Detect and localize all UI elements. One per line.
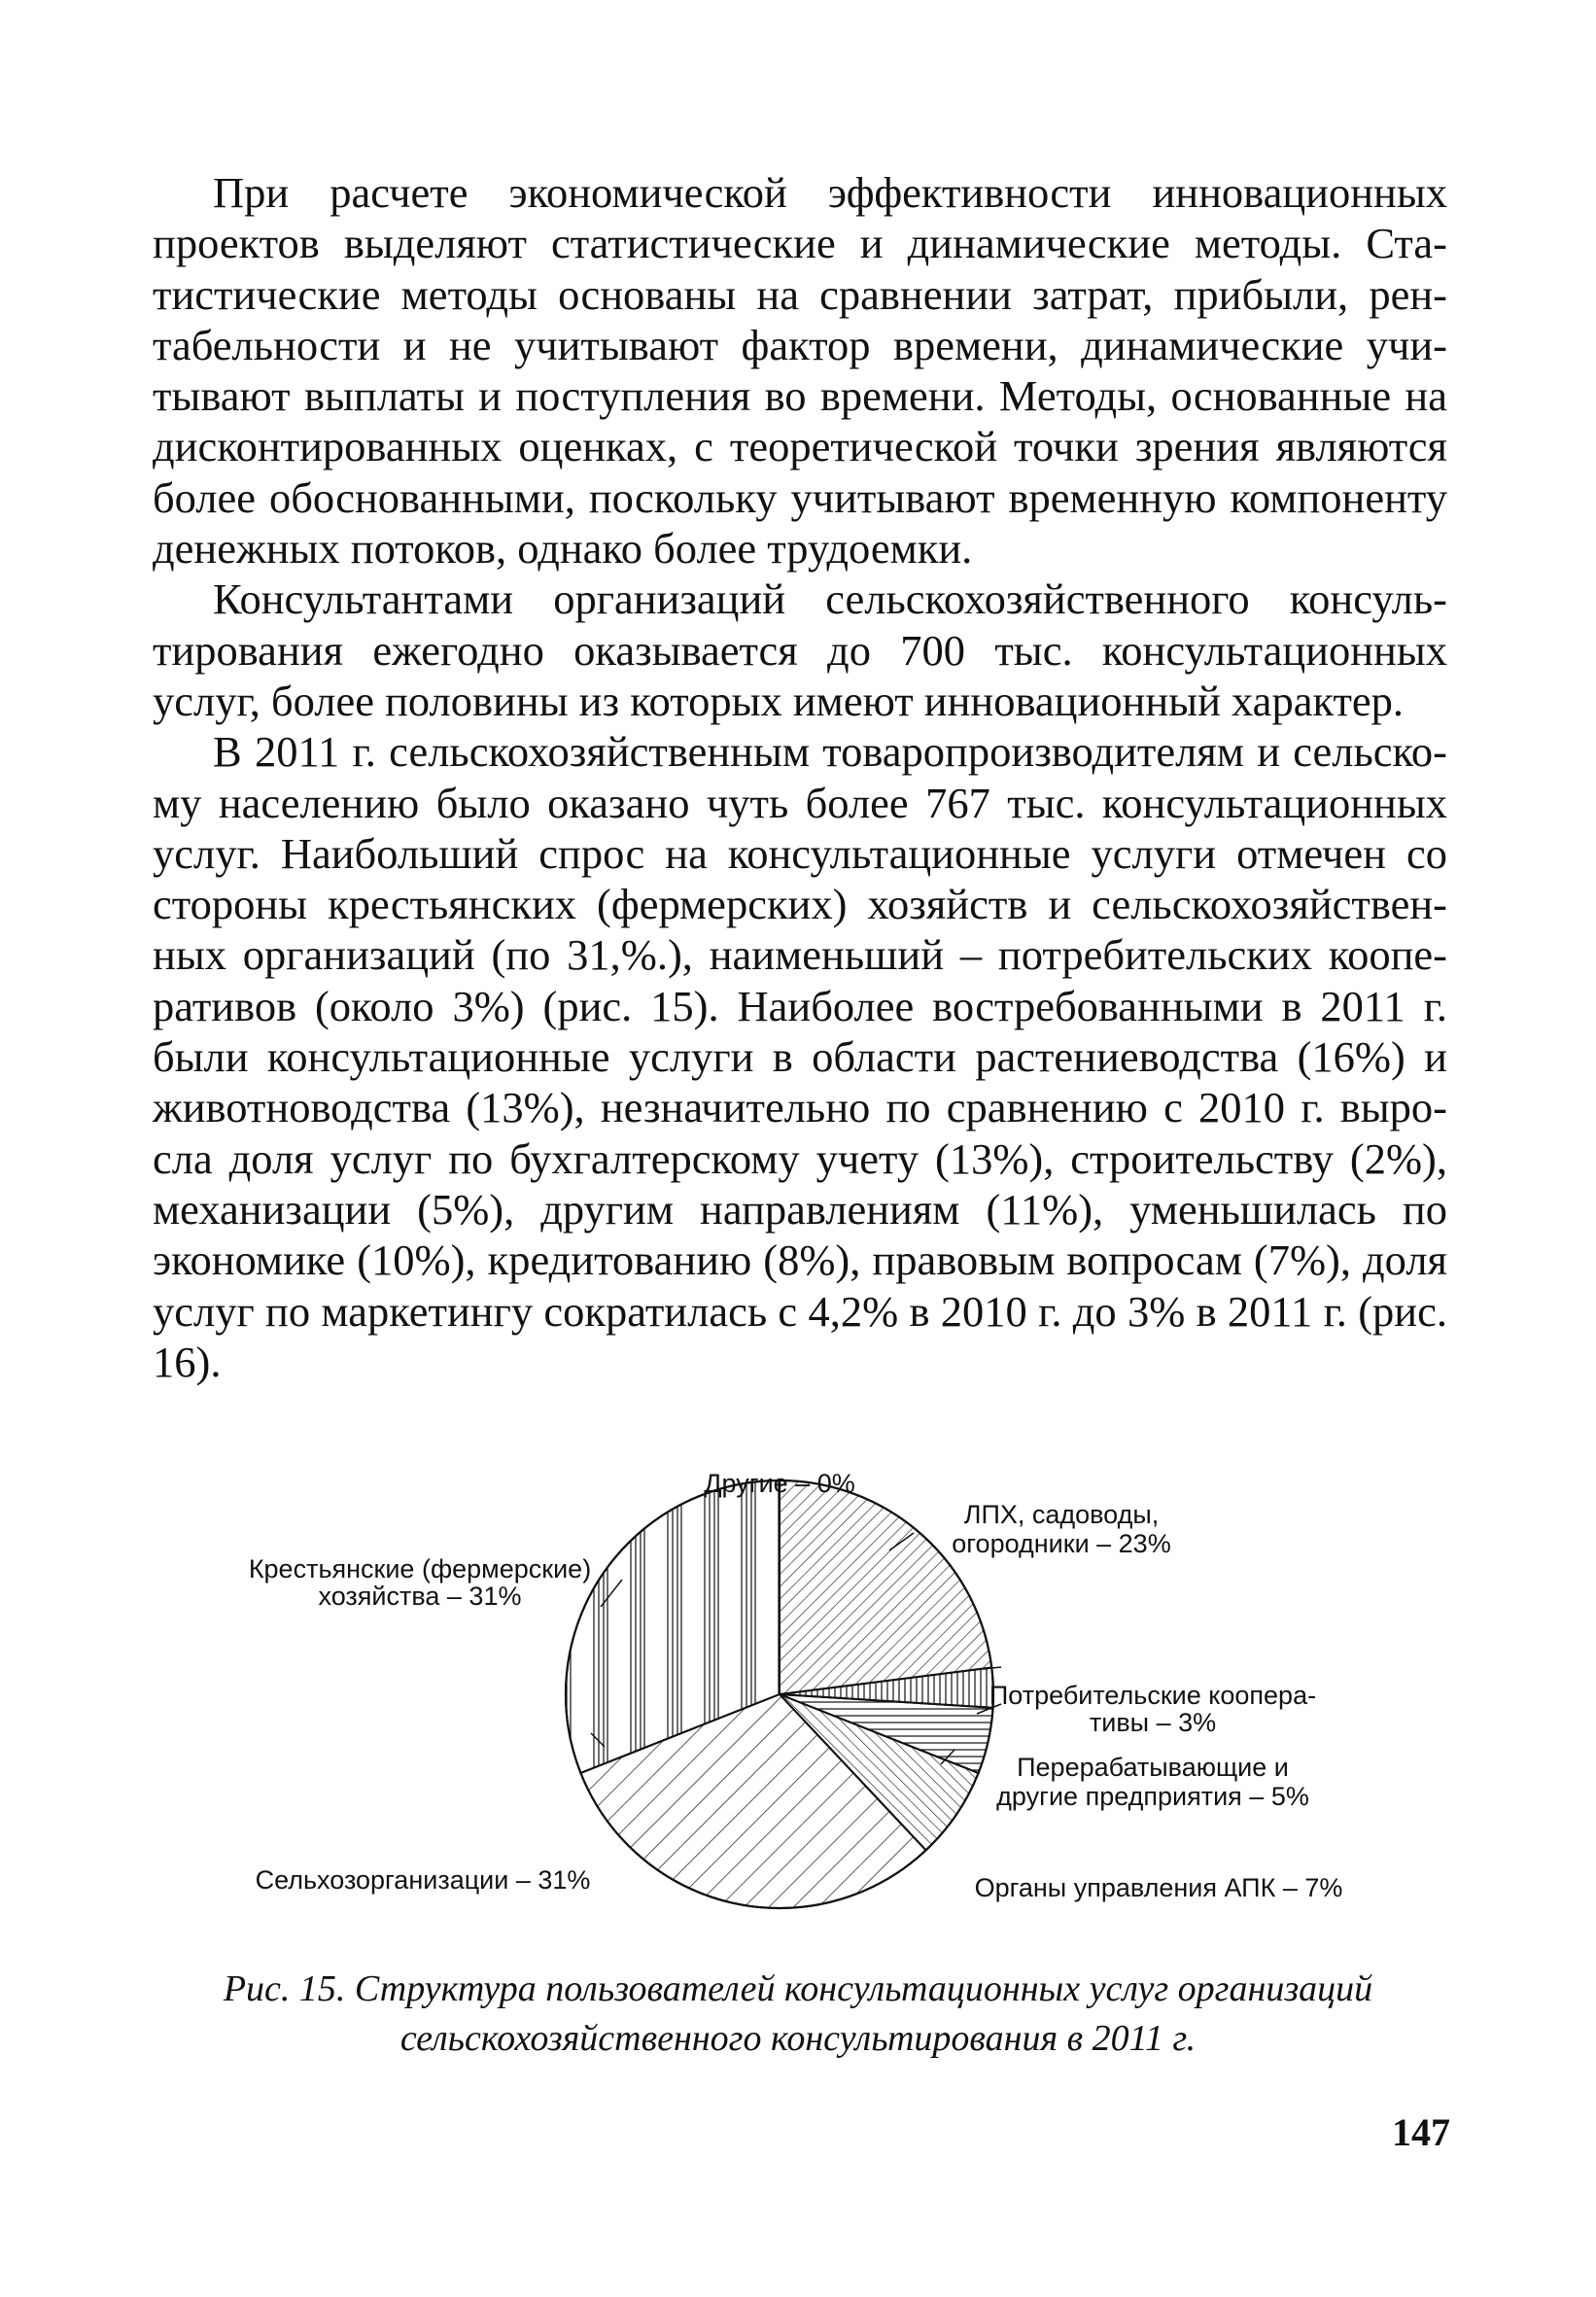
paragraph-3: В 2011 г. сельскохозяйственным товаропроизводителям и сельскому населению было оказано чуть более 767 тыс. консультационных услуг. Наибольший спрос на консультационные услуги отмечен со стороны крестьянских (фермерских) хозяйств и сельскохозяйственных организаций (по 31,%.), наименьший – потребительских кооперативов (около 3%) (рис. 15). Наиболее востребованными в 2011 г. были консультационные услуги в области растениеводства (16%) и животноводства (13%), незначительно по сравнению с 2010 г. выросла доля услуг по бухгалтерскому учету (13%), строительству (2%), механизации (5%), другим направлениям (11%), уменьшилась по экономике (10%), кредитованию (8%), правовым вопросам (7%), доля услуг по маркетингу сократилась с 4,2% в 2010 г. до 3% в 2011 г. (рис. 16). (153, 727, 1447, 1386)
paragraph-1: При расчете экономической эффективности инновационных проектов выделяют статистические и динамические методы. Статистические методы основаны на сравнении затрат, прибыли, рентабельности и не учитывают фактор времени, динамические учитывают выплаты и поступления во времени. Методы, основанные на дисконтированных оценках, с теоретической точки зрения являются более обоснованными, поскольку учитывают временную компоненту денежных потоков, однако более трудоемки. (153, 168, 1447, 574)
caption-line-1: Рис. 15. Структура пользователей консультационных услуг организаций (223, 1968, 1373, 2009)
paragraph-2: Консультантами организаций сельскохозяйственного консультирования ежегодно оказывается до 700 тыс. консультационных услуг, более половины из которых имеют инновационный характер. (153, 574, 1447, 725)
pie-slice-0 (780, 1480, 991, 1694)
label-agri-org: Сельхозорганизации – 31% (255, 1865, 591, 1895)
body-text (153, 167, 1447, 1387)
figure-caption (136, 1965, 1460, 2064)
label-proc-2: другие предприятия – 5% (996, 1782, 1309, 1811)
pie-chart (0, 1463, 1596, 1968)
label-agro-gov: Органы управления АПК – 7% (974, 1873, 1343, 1902)
label-proc-1: Перерабатывающие и (1017, 1753, 1289, 1782)
caption-line-2: сельскохозяйственного консультирования в 2011 г. (399, 2018, 1197, 2059)
label-coop-2: тивы – 3% (1089, 1708, 1217, 1737)
page-number: 147 (1392, 2110, 1450, 2154)
label-lph-1: ЛПХ, садоводы, (963, 1500, 1160, 1529)
label-other: Другие – 0% (704, 1469, 855, 1498)
label-farm-2: хозяйства – 31% (318, 1582, 522, 1611)
pie-chart-figure (0, 1463, 1596, 1968)
label-lph-2: огородники – 23% (952, 1529, 1171, 1558)
label-coop-1: Потребительские коопера- (989, 1681, 1317, 1710)
label-farm-1: Крестьянские (фермерские) (248, 1554, 592, 1584)
